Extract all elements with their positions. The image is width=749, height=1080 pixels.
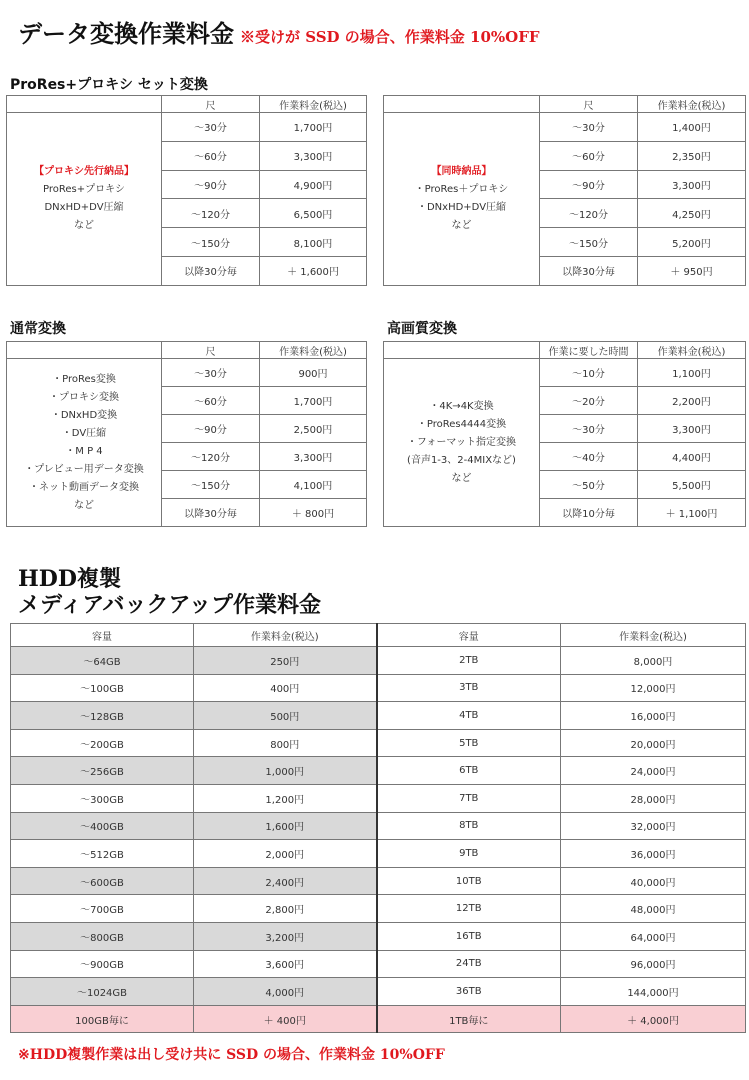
capacity-cell: 4TB bbox=[377, 702, 561, 730]
price-cell: 2,800円 bbox=[194, 895, 377, 923]
capacity-cell: ～700GB bbox=[11, 895, 194, 923]
table-row bbox=[11, 757, 746, 785]
description-line: ・M P 4 bbox=[65, 445, 103, 457]
capacity-cell: 24TB bbox=[377, 950, 561, 978]
price-cell: 48,000円 bbox=[561, 895, 746, 923]
price-cell: 3,200円 bbox=[194, 922, 377, 950]
price-cell: 250円 bbox=[194, 647, 377, 675]
duration-cell: ～120分 bbox=[162, 443, 260, 471]
price-cell: 32,000円 bbox=[561, 812, 746, 840]
price-cell: 1,700円 bbox=[260, 113, 367, 142]
col-duration: 尺 bbox=[162, 342, 260, 359]
price-cell: 500円 bbox=[194, 702, 377, 730]
col-price: 作業料金(税込) bbox=[638, 342, 746, 359]
table-row bbox=[11, 702, 746, 730]
duration-cell: ～120分 bbox=[540, 199, 638, 228]
service-description bbox=[384, 359, 540, 527]
description-line: など bbox=[451, 219, 472, 231]
hdd-title-line1: HDD複製 bbox=[18, 566, 121, 592]
duration-cell: ～30分 bbox=[162, 113, 260, 142]
price-cell: ＋ 800円 bbox=[260, 499, 367, 527]
price-cell: 2,500円 bbox=[260, 415, 367, 443]
capacity-cell: ～512GB bbox=[11, 840, 194, 868]
duration-cell: ～90分 bbox=[162, 415, 260, 443]
header-blank bbox=[384, 96, 540, 113]
capacity-cell: ～128GB bbox=[11, 702, 194, 730]
hdd-ssd-discount-note: ※HDD複製作業は出し受け共に SSD の場合、作業料金 10%OFF bbox=[18, 1047, 445, 1063]
duration-cell: ～120分 bbox=[162, 199, 260, 228]
table-row bbox=[11, 922, 746, 950]
description-line: ・ProRes4444変換 bbox=[416, 418, 507, 430]
price-cell: 1,000円 bbox=[194, 757, 377, 785]
increment-price-1: ＋ 400円 bbox=[194, 1005, 377, 1033]
duration-cell: ～150分 bbox=[162, 471, 260, 499]
header-blank bbox=[7, 342, 162, 359]
description-line: ・プロキシ変換 bbox=[49, 391, 119, 403]
price-cell: 6,500円 bbox=[260, 199, 367, 228]
price-cell: 16,000円 bbox=[561, 702, 746, 730]
table-header bbox=[384, 342, 746, 359]
duration-cell: ～60分 bbox=[162, 141, 260, 170]
increment-price-2: ＋ 4,000円 bbox=[561, 1005, 746, 1033]
price-cell: 2,400円 bbox=[194, 867, 377, 895]
price-cell: ＋ 1,600円 bbox=[260, 256, 367, 285]
col-duration: 作業に要した時間 bbox=[540, 342, 638, 359]
price-cell: 28,000円 bbox=[561, 784, 746, 812]
price-cell: 1,200円 bbox=[194, 784, 377, 812]
price-cell: 3,600円 bbox=[194, 950, 377, 978]
description-line: ・ProRes変換 bbox=[52, 373, 116, 385]
header-blank bbox=[384, 342, 540, 359]
description-line: ・フォーマット指定変換 bbox=[406, 436, 517, 448]
prores-proxy-table-right bbox=[383, 95, 746, 286]
description-line: ・DV圧縮 bbox=[61, 427, 107, 439]
capacity-cell: ～256GB bbox=[11, 757, 194, 785]
price-cell: 144,000円 bbox=[561, 978, 746, 1006]
col-price: 作業料金(税込) bbox=[638, 96, 746, 113]
price-cell: 3,300円 bbox=[260, 141, 367, 170]
capacity-cell: 12TB bbox=[377, 895, 561, 923]
description-line: ProRes+プロキシ bbox=[42, 183, 125, 195]
price-cell: 4,100円 bbox=[260, 471, 367, 499]
capacity-cell: ～200GB bbox=[11, 729, 194, 757]
header-blank bbox=[7, 96, 162, 113]
table-row bbox=[11, 840, 746, 868]
ssd-discount-note: ※受けが SSD の場合、作業料金 10%OFF bbox=[240, 28, 540, 46]
capacity-cell: 8TB bbox=[377, 812, 561, 840]
price-cell: 1,700円 bbox=[260, 387, 367, 415]
duration-cell: ～10分 bbox=[540, 359, 638, 387]
section-label-normal: 通常変換 bbox=[10, 321, 66, 337]
table-row bbox=[11, 784, 746, 812]
price-cell: 4,000円 bbox=[194, 978, 377, 1006]
duration-cell: ～30分 bbox=[540, 415, 638, 443]
table-row bbox=[11, 895, 746, 923]
hdd-increment-row bbox=[11, 1005, 746, 1033]
description-line: など bbox=[74, 499, 94, 511]
duration-cell: ～90分 bbox=[162, 170, 260, 199]
table-row bbox=[11, 647, 746, 675]
increment-capacity-1: 100GB毎に bbox=[11, 1005, 194, 1033]
hdd-backup-table bbox=[10, 623, 746, 1033]
table-header bbox=[7, 96, 367, 113]
price-cell: 5,500円 bbox=[638, 471, 746, 499]
price-cell: 2,000円 bbox=[194, 840, 377, 868]
price-cell: 1,600円 bbox=[194, 812, 377, 840]
table-row bbox=[384, 359, 746, 387]
description-line: ・プレビュー用データ変換 bbox=[24, 463, 144, 475]
description-line: ・DNxHD+DV圧縮 bbox=[416, 201, 507, 213]
title-main: データ変換作業料金 bbox=[18, 19, 234, 48]
price-cell: 4,900円 bbox=[260, 170, 367, 199]
hdd-section-title bbox=[18, 566, 321, 618]
description-line: ・DNxHD変換 bbox=[50, 409, 118, 421]
capacity-cell: ～600GB bbox=[11, 867, 194, 895]
duration-cell: ～60分 bbox=[540, 141, 638, 170]
capacity-cell: ～400GB bbox=[11, 812, 194, 840]
price-cell: 3,300円 bbox=[260, 443, 367, 471]
price-cell: 400円 bbox=[194, 674, 377, 702]
duration-cell: 以降30分毎 bbox=[162, 256, 260, 285]
col-duration: 尺 bbox=[540, 96, 638, 113]
table-row bbox=[11, 812, 746, 840]
price-cell: 64,000円 bbox=[561, 922, 746, 950]
capacity-cell: 6TB bbox=[377, 757, 561, 785]
price-cell: 2,350円 bbox=[638, 141, 746, 170]
capacity-cell: ～300GB bbox=[11, 784, 194, 812]
table-row bbox=[7, 113, 367, 142]
table-row bbox=[11, 950, 746, 978]
price-cell: 2,200円 bbox=[638, 387, 746, 415]
service-description bbox=[7, 359, 162, 527]
prores-proxy-table-left bbox=[6, 95, 367, 286]
capacity-cell: 9TB bbox=[377, 840, 561, 868]
price-cell: 900円 bbox=[260, 359, 367, 387]
capacity-cell: ～1024GB bbox=[11, 978, 194, 1006]
high-quality-conversion-table bbox=[383, 341, 746, 527]
duration-cell: 以降30分毎 bbox=[162, 499, 260, 527]
table-header bbox=[7, 342, 367, 359]
price-cell: 3,300円 bbox=[638, 170, 746, 199]
description-line: ・4K→4K変換 bbox=[429, 400, 494, 412]
description-line: DNxHD+DV圧縮 bbox=[44, 201, 124, 213]
capacity-cell: ～64GB bbox=[11, 647, 194, 675]
table-row bbox=[11, 729, 746, 757]
table-row bbox=[11, 978, 746, 1006]
duration-cell: 以降10分毎 bbox=[540, 499, 638, 527]
col-price-1: 作業料金(税込) bbox=[194, 624, 377, 647]
capacity-cell: 10TB bbox=[377, 867, 561, 895]
price-cell: 4,250円 bbox=[638, 199, 746, 228]
description-line: ・ProRes＋プロキシ bbox=[414, 183, 509, 195]
hdd-table-header bbox=[11, 624, 746, 647]
table-row bbox=[11, 674, 746, 702]
price-cell: 1,100円 bbox=[638, 359, 746, 387]
price-cell: 40,000円 bbox=[561, 867, 746, 895]
capacity-cell: 2TB bbox=[377, 647, 561, 675]
price-cell: 1,400円 bbox=[638, 113, 746, 142]
price-cell: 3,300円 bbox=[638, 415, 746, 443]
duration-cell: ～30分 bbox=[162, 359, 260, 387]
hdd-title-line2: メディアバックアップ作業料金 bbox=[18, 592, 321, 618]
increment-capacity-2: 1TB毎に bbox=[377, 1005, 561, 1033]
duration-cell: ～40分 bbox=[540, 443, 638, 471]
description-line: ・ネット動画データ変換 bbox=[29, 481, 139, 493]
table-row bbox=[7, 359, 367, 387]
table-row bbox=[11, 867, 746, 895]
delivery-tag: 【同時納品】 bbox=[431, 165, 492, 177]
page-title bbox=[18, 14, 540, 49]
capacity-cell: 3TB bbox=[377, 674, 561, 702]
service-description bbox=[7, 113, 162, 286]
service-description bbox=[384, 113, 540, 286]
normal-conversion-table bbox=[6, 341, 367, 527]
duration-cell: 以降30分毎 bbox=[540, 256, 638, 285]
capacity-cell: ～800GB bbox=[11, 922, 194, 950]
duration-cell: ～150分 bbox=[540, 228, 638, 257]
price-cell: 8,100円 bbox=[260, 228, 367, 257]
capacity-cell: 7TB bbox=[377, 784, 561, 812]
capacity-cell: 16TB bbox=[377, 922, 561, 950]
description-line: など bbox=[451, 472, 472, 484]
price-cell: 20,000円 bbox=[561, 729, 746, 757]
price-cell: 12,000円 bbox=[561, 674, 746, 702]
col-price: 作業料金(税込) bbox=[260, 96, 367, 113]
col-capacity-1: 容量 bbox=[11, 624, 194, 647]
capacity-cell: ～900GB bbox=[11, 950, 194, 978]
col-price-2: 作業料金(税込) bbox=[561, 624, 746, 647]
duration-cell: ～50分 bbox=[540, 471, 638, 499]
price-cell: ＋ 1,100円 bbox=[638, 499, 746, 527]
description-line: (音声1-3、2-4MIXなど) bbox=[407, 454, 516, 466]
col-duration: 尺 bbox=[162, 96, 260, 113]
capacity-cell: 36TB bbox=[377, 978, 561, 1006]
table-row bbox=[384, 113, 746, 142]
price-cell: 5,200円 bbox=[638, 228, 746, 257]
duration-cell: ～150分 bbox=[162, 228, 260, 257]
col-price: 作業料金(税込) bbox=[260, 342, 367, 359]
section-label-high-quality: 高画質変換 bbox=[387, 321, 457, 337]
capacity-cell: 5TB bbox=[377, 729, 561, 757]
price-cell: 36,000円 bbox=[561, 840, 746, 868]
price-cell: ＋ 950円 bbox=[638, 256, 746, 285]
price-cell: 8,000円 bbox=[561, 647, 746, 675]
duration-cell: ～60分 bbox=[162, 387, 260, 415]
description-line: など bbox=[74, 219, 94, 231]
duration-cell: ～30分 bbox=[540, 113, 638, 142]
delivery-tag: 【プロキシ先行納品】 bbox=[34, 165, 134, 177]
capacity-cell: ～100GB bbox=[11, 674, 194, 702]
duration-cell: ～90分 bbox=[540, 170, 638, 199]
price-cell: 800円 bbox=[194, 729, 377, 757]
price-cell: 96,000円 bbox=[561, 950, 746, 978]
price-cell: 24,000円 bbox=[561, 757, 746, 785]
price-cell: 4,400円 bbox=[638, 443, 746, 471]
table-header bbox=[384, 96, 746, 113]
section-label-prores-proxy: ProRes+プロキシ セット変換 bbox=[10, 77, 208, 93]
col-capacity-2: 容量 bbox=[377, 624, 561, 647]
duration-cell: ～20分 bbox=[540, 387, 638, 415]
